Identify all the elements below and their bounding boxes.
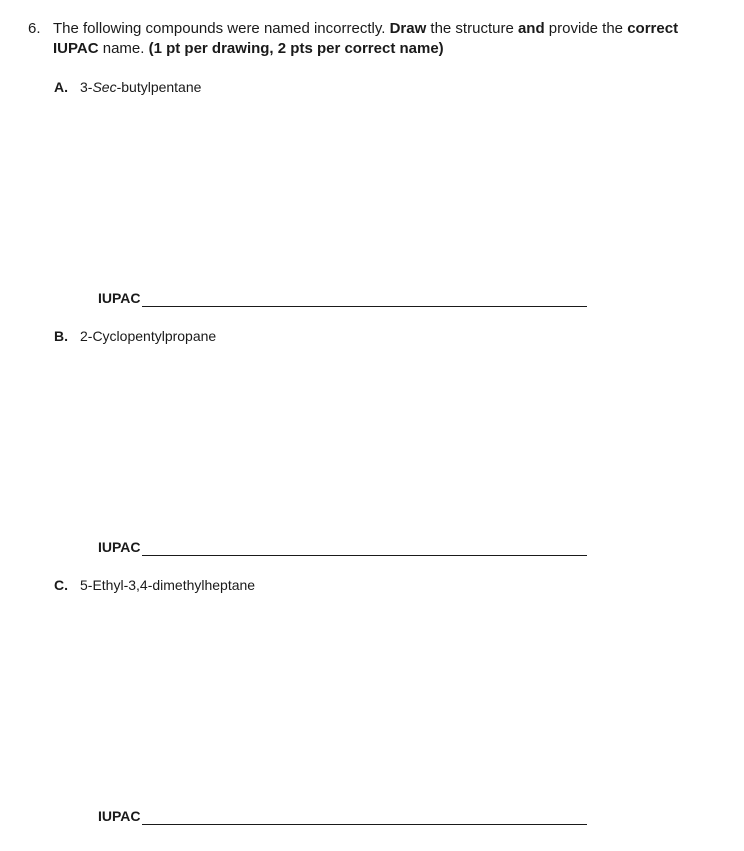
question-bold-draw: Draw: [389, 20, 427, 37]
part-c-letter: C.: [54, 577, 68, 593]
part-b-answer-label: IUPAC: [98, 539, 141, 555]
part-c: [54, 576, 255, 594]
part-a-answer-label: IUPAC: [98, 290, 141, 306]
part-a-letter: A.: [54, 79, 68, 95]
part-c-name-prefix: 5-Ethyl-3,4-dimethylheptane: [80, 577, 256, 593]
part-b-name: [80, 328, 216, 344]
part-a-name-prefix: 3-: [80, 79, 93, 95]
part-c-answer-line[interactable]: [142, 810, 587, 825]
question-text-part: The following compounds were named incorrectly.: [53, 20, 390, 37]
question-text-part: the structure: [426, 20, 518, 37]
part-a: [54, 78, 201, 96]
question-text-part: provide the: [544, 20, 628, 37]
question-text: [53, 19, 708, 59]
question-bold-correct-iupac: correct IUPAC: [53, 20, 679, 57]
question-number: 6.: [28, 20, 41, 37]
part-c-answer-label: IUPAC: [98, 808, 141, 824]
part-b-answer-line[interactable]: [142, 541, 587, 556]
part-c-name: [80, 577, 255, 593]
question-bold-points: (1 pt per drawing, 2 pts per correct name): [148, 40, 444, 57]
question-6: [28, 19, 708, 59]
part-b-answer: [98, 538, 587, 556]
part-b-name-prefix: 2-Cyclopentylpropane: [80, 328, 217, 344]
question-bold-and: and: [517, 20, 545, 37]
part-b-letter: B.: [54, 328, 68, 344]
part-c-answer: [98, 807, 587, 825]
part-b: [54, 327, 216, 345]
part-a-answer-line[interactable]: [142, 292, 587, 307]
part-a-name: [80, 79, 201, 95]
question-text-part: name.: [98, 40, 149, 57]
part-a-answer: [98, 289, 587, 307]
part-a-name-italic: Sec: [92, 79, 117, 95]
part-a-name-suffix: -butylpentane: [116, 79, 202, 95]
